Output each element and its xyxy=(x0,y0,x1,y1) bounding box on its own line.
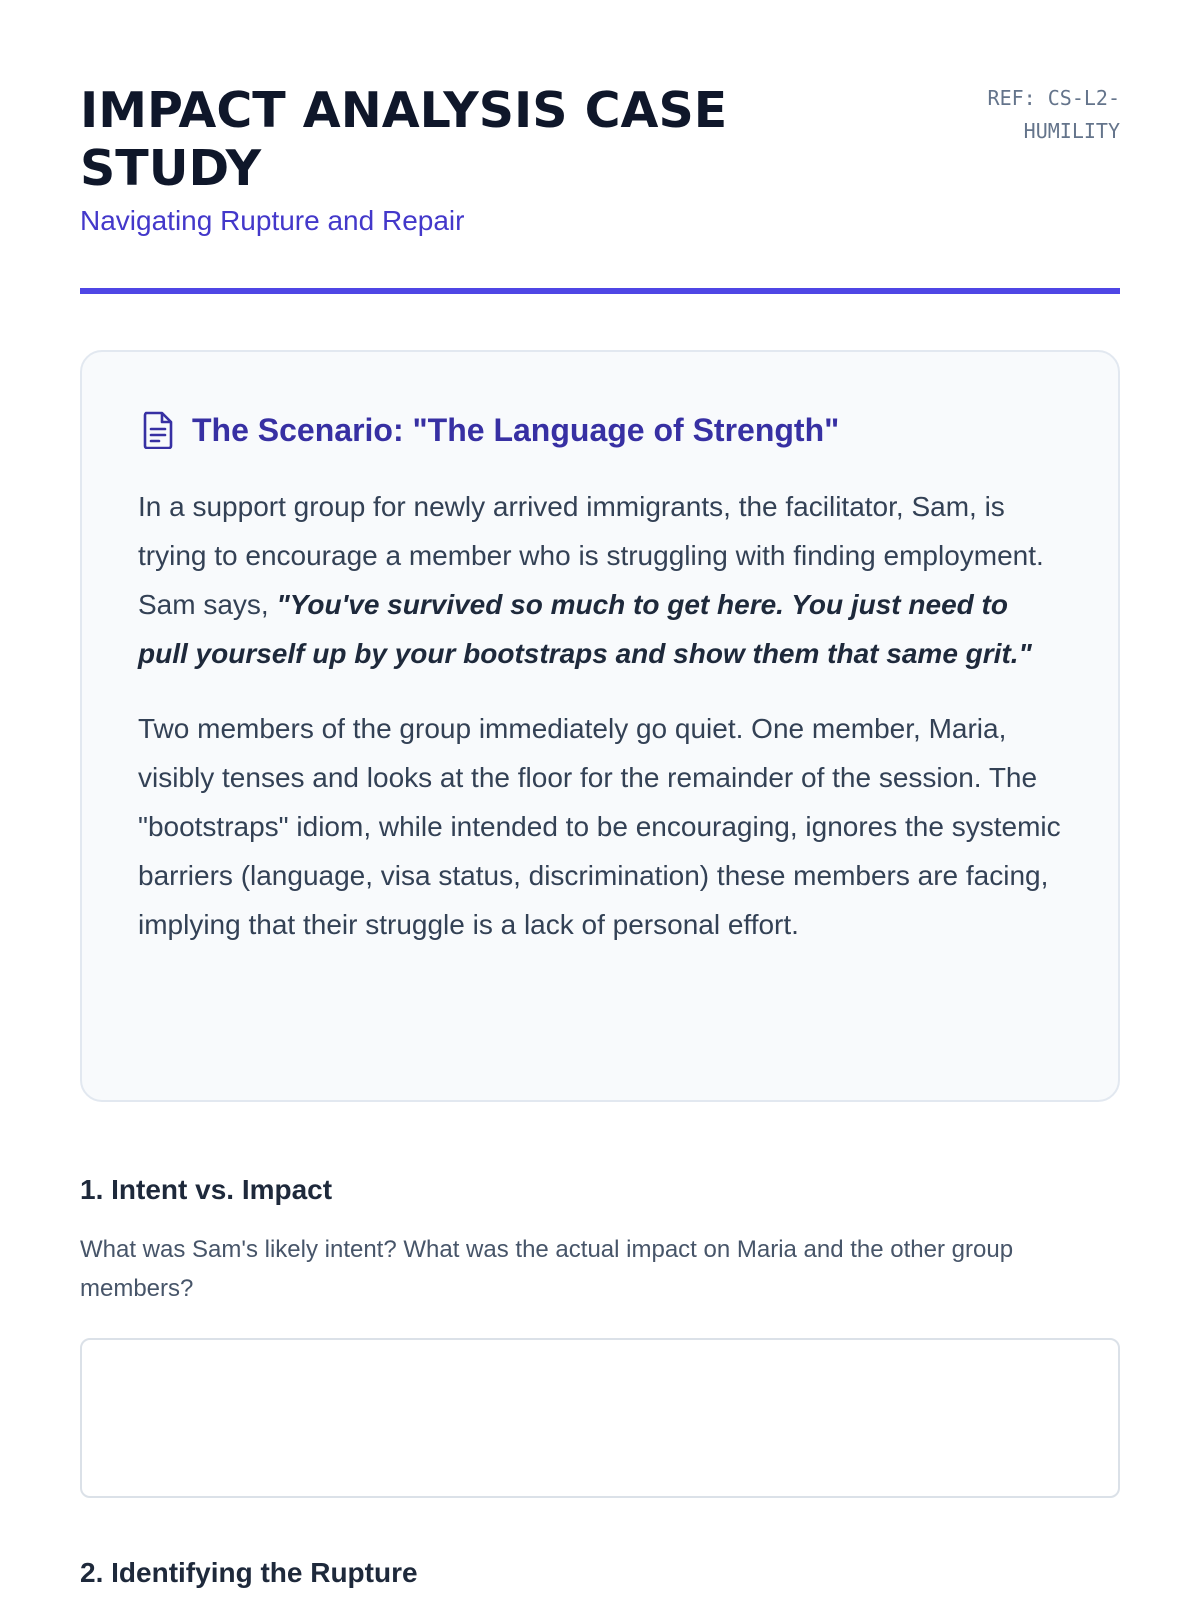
scenario-card xyxy=(80,350,1120,1102)
scenario-paragraph-1 xyxy=(138,482,1062,678)
question-prompt: What was Sam's likely intent? What was the actual impact on Maria and the other group members? xyxy=(80,1236,1014,1302)
document-icon xyxy=(138,410,178,450)
scenario-paragraph-2: Two members of the group immediately go quiet. One member, Maria, visibly tenses and looks at the floor for the remainder of the session. The "bootstraps" idiom, while intended to be encouraging, ignores the systemic barriers (language, visa status, discrimination) these members are facing, implying that their struggle is a lack of personal effort. xyxy=(138,713,1061,940)
scenario-title: The Scenario: "The Language of Strength" xyxy=(192,412,840,448)
question-title: 2. Identifying the Rupture xyxy=(80,1557,418,1588)
page-header xyxy=(80,0,1120,290)
reference-code: REF: CS-L2-HUMILITY xyxy=(987,86,1120,143)
page-title: IMPACT ANALYSIS CASE STUDY xyxy=(80,82,728,197)
scenario-header xyxy=(138,408,1062,452)
question-title: 1. Intent vs. Impact xyxy=(80,1174,333,1205)
question-section-2 xyxy=(80,1555,1120,1591)
answer-textarea[interactable] xyxy=(80,1338,1120,1498)
header-divider xyxy=(80,288,1120,294)
scenario-quote: "You've survived so much to get here. You just need to pull yourself up by your bootstraps and show them that same grit." xyxy=(138,589,1032,669)
question-section-1 xyxy=(80,1172,1120,1498)
scenario-intro-text: In a support group for newly arrived immigrants, the facilitator, Sam, is trying to encourage a member who is struggling with finding employment. Sam says, xyxy=(138,491,1044,620)
page-subtitle: Navigating Rupture and Repair xyxy=(80,205,465,236)
